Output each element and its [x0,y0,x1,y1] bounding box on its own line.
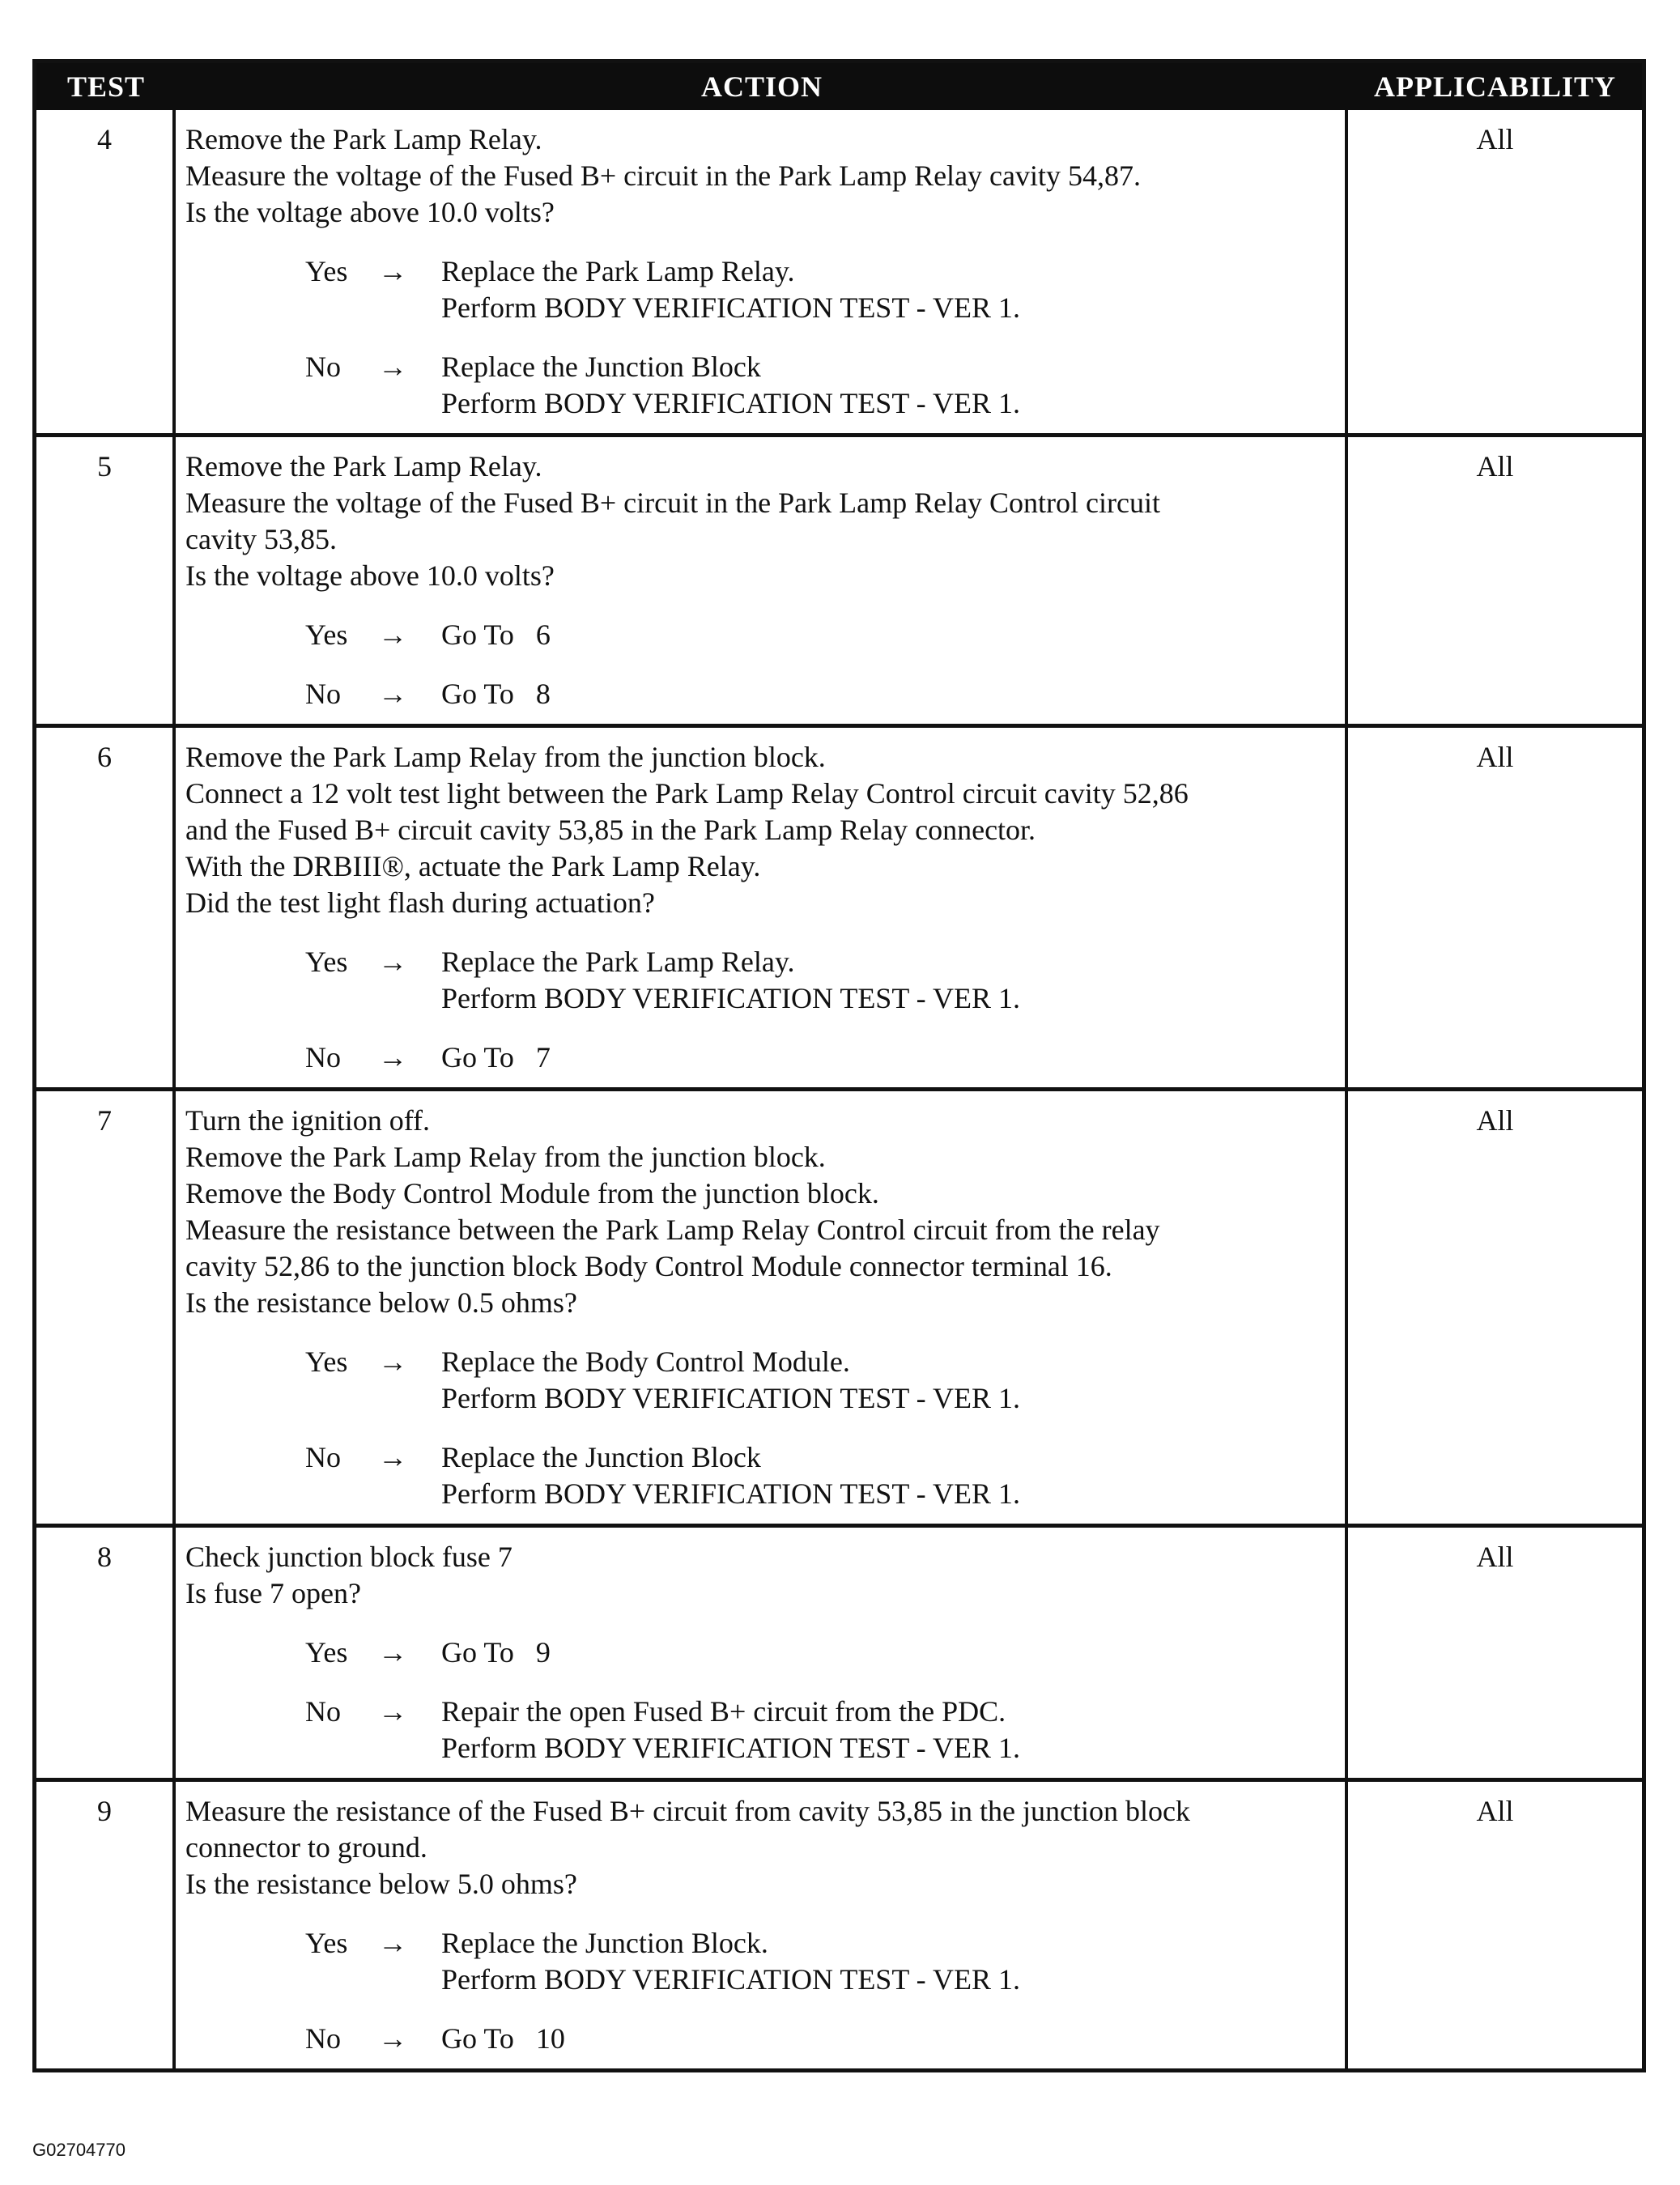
answer-line: Replace the Park Lamp Relay. [441,946,795,978]
action-line: Check junction block fuse 7 [185,1541,513,1573]
applicability-value: All [1476,741,1514,773]
applicability-value: All [1476,1541,1514,1573]
test-row [36,110,1642,433]
applicability-value: All [1476,450,1514,482]
answer-line: Replace the Junction Block. [441,1927,768,1959]
answer-instructions [441,349,1337,422]
answer-line: Perform BODY VERIFICATION TEST - VER 1. [441,1477,1021,1510]
action-line: Remove the Park Lamp Relay. [185,123,542,155]
answer-line: Perform BODY VERIFICATION TEST - VER 1. [441,291,1021,324]
action-cell [176,437,1348,724]
arrow-right-icon: → [378,1927,407,1959]
answer-label: No [305,1041,341,1073]
answer-yes [185,944,1337,1017]
answer-list [185,617,1337,712]
table-header [36,63,1642,110]
answer-label: Yes [305,255,348,287]
action-line: cavity 52,86 to the junction block Body Control Module connector terminal 16. [185,1250,1112,1282]
answer-no [185,2021,1337,2057]
arrow-right-icon: → [378,946,407,978]
answer-label: Yes [305,619,348,651]
answer-instructions [441,1634,1337,1671]
test-number: 5 [36,437,176,724]
action-cell [176,1091,1348,1524]
action-line: Did the test light flash during actuation? [185,886,655,919]
action-line: Measure the voltage of the Fused B+ circuit in the Park Lamp Relay Control circuit [185,487,1160,519]
answer-label: No [305,2022,341,2055]
answer-line: Replace the Junction Block [441,351,761,383]
answer-label: Yes [305,1636,348,1669]
answer-label: No [305,1441,341,1473]
applicability-value: All [1476,1104,1514,1137]
answer-line: Perform BODY VERIFICATION TEST - VER 1. [441,387,1021,419]
answer-instructions [441,2021,1337,2057]
arrow-right-icon: → [378,1695,407,1728]
action-line: Connect a 12 volt test light between the Park Lamp Relay Control circuit cavity 52,86 [185,777,1189,810]
answer-no [185,1039,1337,1076]
answer-line: Go To 9 [441,1636,551,1669]
answer-instructions [441,676,1337,712]
answer-label: Yes [305,1345,348,1378]
arrow-right-icon: → [378,1636,407,1669]
test-row [36,1087,1642,1524]
answer-yes [185,617,1337,653]
action-line: Remove the Park Lamp Relay from the junction block. [185,741,826,773]
action-cell [176,1528,1348,1778]
applicability-value: All [1476,1795,1514,1827]
answer-line: Go To 10 [441,2022,565,2055]
action-line: Is the voltage above 10.0 volts? [185,559,555,592]
table-body [36,110,1642,2068]
test-number: 4 [36,110,176,433]
answer-instructions [441,617,1337,653]
test-row [36,724,1642,1087]
action-line: Measure the voltage of the Fused B+ circuit in the Park Lamp Relay cavity 54,87. [185,159,1142,192]
answer-no [185,1694,1337,1766]
answer-label: No [305,351,341,383]
action-line: cavity 53,85. [185,523,337,555]
answer-no [185,676,1337,712]
action-line: Measure the resistance of the Fused B+ circuit from cavity 53,85 in the junction block [185,1795,1190,1827]
arrow-right-icon: → [378,678,407,710]
answer-no [185,349,1337,422]
answer-list [185,1634,1337,1766]
answer-line: Perform BODY VERIFICATION TEST - VER 1. [441,1382,1021,1414]
answer-line: Go To 7 [441,1041,551,1073]
answer-instructions [441,1439,1337,1512]
action-cell [176,1782,1348,2068]
answer-label: Yes [305,1927,348,1959]
test-number: 9 [36,1782,176,2068]
test-row [36,433,1642,724]
arrow-right-icon: → [378,351,407,383]
arrow-right-icon: → [378,1345,407,1378]
action-cell [176,110,1348,433]
answer-line: Perform BODY VERIFICATION TEST - VER 1. [441,1963,1021,1996]
answer-label: No [305,1695,341,1728]
answer-instructions [441,1694,1337,1766]
action-line: With the DRBIII®, actuate the Park Lamp Relay. [185,850,761,882]
answer-yes [185,253,1337,326]
answer-list [185,1344,1337,1512]
answer-yes [185,1925,1337,1998]
answer-line: Go To 8 [441,678,551,710]
test-number: 8 [36,1528,176,1778]
test-number: 7 [36,1091,176,1524]
answer-label: No [305,678,341,710]
action-cell [176,728,1348,1087]
figure-code: G02704770 [32,2140,125,2160]
answer-line: Perform BODY VERIFICATION TEST - VER 1. [441,982,1021,1014]
test-number: 6 [36,728,176,1087]
answer-list [185,944,1337,1076]
test-row [36,1778,1642,2068]
header-applicability: APPLICABILITY [1373,70,1617,103]
answer-line: Repair the open Fused B+ circuit from the PDC. [441,1695,1006,1728]
answer-list [185,1925,1337,2057]
action-line: and the Fused B+ circuit cavity 53,85 in the Park Lamp Relay connector. [185,814,1036,846]
arrow-right-icon: → [378,1041,407,1073]
action-line: Is the voltage above 10.0 volts? [185,196,555,228]
answer-instructions [441,1925,1337,1998]
answer-instructions [441,1039,1337,1076]
answer-yes [185,1344,1337,1417]
arrow-right-icon: → [378,619,407,651]
answer-line: Replace the Body Control Module. [441,1345,850,1378]
arrow-right-icon: → [378,255,407,287]
action-line: Turn the ignition off. [185,1104,431,1137]
answer-no [185,1439,1337,1512]
answer-yes [185,1634,1337,1671]
action-line: Is the resistance below 0.5 ohms? [185,1286,577,1319]
answer-instructions [441,1344,1337,1417]
diagnostic-test-table [32,59,1646,2072]
header-action: ACTION [700,70,823,103]
answer-line: Replace the Park Lamp Relay. [441,255,795,287]
action-line: Is fuse 7 open? [185,1577,361,1609]
answer-line: Perform BODY VERIFICATION TEST - VER 1. [441,1732,1021,1764]
answer-instructions [441,944,1337,1017]
action-line: Remove the Body Control Module from the junction block. [185,1177,879,1209]
answer-line: Replace the Junction Block [441,1441,761,1473]
answer-label: Yes [305,946,348,978]
header-test: TEST [66,70,146,103]
action-line: Remove the Park Lamp Relay. [185,450,542,482]
answer-list [185,253,1337,422]
applicability-value: All [1476,123,1514,155]
arrow-right-icon: → [378,1441,407,1473]
arrow-right-icon: → [378,2022,407,2055]
answer-line: Go To 6 [441,619,551,651]
test-row [36,1524,1642,1778]
action-line: Measure the resistance between the Park Lamp Relay Control circuit from the relay [185,1214,1160,1246]
action-line: Is the resistance below 5.0 ohms? [185,1868,577,1900]
action-line: Remove the Park Lamp Relay from the junction block. [185,1141,826,1173]
answer-instructions [441,253,1337,326]
action-line: connector to ground. [185,1831,427,1864]
